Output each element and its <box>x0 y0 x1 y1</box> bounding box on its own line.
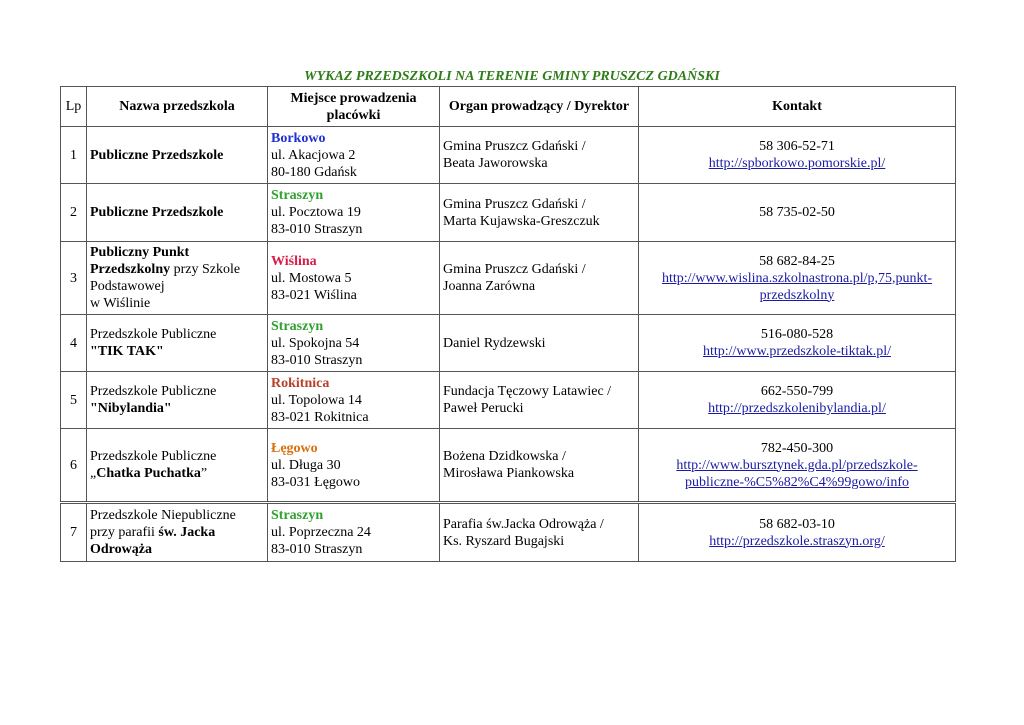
organ-text: Bożena Dzidkowska / <box>443 449 566 464</box>
row-number: 3 <box>61 242 87 315</box>
postal-text: 83-021 Rokitnica <box>271 409 369 425</box>
name-text: Publiczne Przedszkole <box>90 147 224 163</box>
header-organ: Organ prowadzący / Dyrektor <box>440 87 639 127</box>
postal-text: 83-010 Straszyn <box>271 542 363 557</box>
row-number: 7 <box>61 503 87 562</box>
organ-cell <box>440 429 639 503</box>
kindergarten-name <box>87 315 268 372</box>
row-number: 6 <box>61 429 87 503</box>
name-text-line4: w Wiślinie <box>90 296 151 311</box>
row-number: 4 <box>61 315 87 372</box>
table-row <box>61 127 956 184</box>
name-text: Publiczne Przedszkole <box>90 205 224 220</box>
contact-cell <box>639 372 956 429</box>
street-text: ul. Topolowa 14 <box>271 392 362 408</box>
kindergarten-table <box>60 86 956 562</box>
postal-text: 83-031 Łęgowo <box>271 474 361 490</box>
page-title: WYKAZ PRZEDSZKOLI NA TERENIE GMINY PRUSZCZ GDAŃSKI <box>304 69 720 84</box>
director-text: Marta Kujawska-Greszczuk <box>443 213 600 229</box>
phone-text: 58 306-52-71 <box>759 139 835 154</box>
name-text-line2 <box>90 261 264 278</box>
header-contact: Kontakt <box>639 87 956 127</box>
header-lp: Lp <box>61 87 87 127</box>
contact-cell <box>639 127 956 184</box>
organ-cell <box>440 127 639 184</box>
name-text-line3: Podstawowej <box>90 279 165 294</box>
phone-text: 782-450-300 <box>760 440 834 456</box>
url-part-2: przedszkolny <box>759 287 835 303</box>
phone-text: 58 682-03-10 <box>759 516 835 532</box>
kindergarten-name <box>87 242 268 315</box>
website-link[interactable]: http://przedszkolenibylandia.pl/ <box>708 401 886 416</box>
location-cell <box>268 242 440 315</box>
table-header-row <box>61 87 956 127</box>
organ-cell <box>440 315 639 372</box>
name-quoted <box>90 465 264 482</box>
name-bold-part: Chatka Puchatka <box>96 466 201 481</box>
location-cell <box>268 372 440 429</box>
organ-text: Parafia św.Jacka Odrowąża / <box>443 516 604 532</box>
location-cell <box>268 503 440 562</box>
street-text: ul. Poprzeczna 24 <box>271 525 371 540</box>
url-part-2: publiczne-%C5%82%C4%99gowo/info <box>685 474 909 490</box>
organ-cell <box>440 242 639 315</box>
location-cell <box>268 184 440 242</box>
name-text: Przedszkole Publiczne <box>90 384 217 399</box>
phone-text: 58 682-84-25 <box>759 253 835 269</box>
header-place: Miejsce prowadzenia placówki <box>268 87 440 127</box>
table-row <box>61 429 956 503</box>
organ-text: Gmina Pruszcz Gdański / <box>443 139 586 154</box>
town-label: Borkowo <box>271 130 326 146</box>
organ-cell <box>440 503 639 562</box>
header-name: Nazwa przedszkola <box>87 87 268 127</box>
name-text: Przedszkole Niepubliczne <box>90 508 236 523</box>
name-text: Przedszkole Publiczne <box>90 327 217 342</box>
kindergarten-name <box>87 372 268 429</box>
town-label: Straszyn <box>271 188 324 203</box>
kindergarten-name <box>87 127 268 184</box>
name-text: Przedszkole Publiczne <box>90 449 217 464</box>
table-row <box>61 503 956 562</box>
town-label: Straszyn <box>271 318 324 334</box>
quote-open: „ <box>90 466 97 481</box>
website-link[interactable]: http://przedszkole.straszyn.org/ <box>709 533 885 549</box>
organ-text: Gmina Pruszcz Gdański / <box>443 196 586 212</box>
website-link[interactable] <box>642 270 952 304</box>
name-bold-part: św. Jacka <box>158 525 216 540</box>
kindergarten-name <box>87 184 268 242</box>
contact-cell <box>639 242 956 315</box>
street-text: ul. Akacjowa 2 <box>271 147 356 163</box>
row-number: 5 <box>61 372 87 429</box>
phone-text: 662-550-799 <box>760 384 834 399</box>
director-text: Mirosława Piankowska <box>443 466 575 481</box>
organ-text: Fundacja Tęczowy Latawiec / <box>443 384 612 399</box>
postal-text: 83-021 Wiślina <box>271 287 357 303</box>
row-number: 1 <box>61 127 87 184</box>
name-bold-part: Przedszkolny <box>90 262 171 277</box>
contact-cell <box>639 503 956 562</box>
contact-cell <box>639 315 956 372</box>
kindergarten-name <box>87 503 268 562</box>
town-label: Rokitnica <box>271 375 330 391</box>
table-row <box>61 315 956 372</box>
url-part-1: http://www.bursztynek.gda.pl/przedszkole- <box>676 457 918 473</box>
director-text: Daniel Rydzewski <box>443 335 546 351</box>
location-cell <box>268 315 440 372</box>
director-text: Ks. Ryszard Bugajski <box>443 533 565 549</box>
organ-cell <box>440 372 639 429</box>
table-row <box>61 372 956 429</box>
postal-text: 80-180 Gdańsk <box>271 164 357 180</box>
name-bold-part: "Nibylandia" <box>90 401 172 416</box>
organ-cell <box>440 184 639 242</box>
contact-cell <box>639 184 956 242</box>
website-link[interactable]: http://www.przedszkole-tiktak.pl/ <box>702 344 892 359</box>
organ-text: Gmina Pruszcz Gdański / <box>443 262 586 277</box>
director-text: Joanna Zarówna <box>443 279 536 294</box>
name-normal-part: przy Szkole <box>170 262 241 277</box>
town-label: Łęgowo <box>271 440 318 456</box>
row-number: 2 <box>61 184 87 242</box>
quote-close: ” <box>200 466 208 481</box>
kindergarten-name <box>87 429 268 503</box>
url-part-1: http://www.wislina.szkolnastrona.pl/p,75,punkt- <box>661 270 933 286</box>
street-text: ul. Pocztowa 19 <box>271 205 361 220</box>
town-label: Wiślina <box>271 253 317 269</box>
phone-text: 516-080-528 <box>760 327 834 342</box>
table-row <box>61 184 956 242</box>
street-text: ul. Spokojna 54 <box>271 335 360 351</box>
website-link[interactable] <box>642 457 952 491</box>
table-row <box>61 242 956 315</box>
location-cell <box>268 127 440 184</box>
name-normal-part: przy parafii <box>90 525 159 540</box>
website-link[interactable]: http://spborkowo.pomorskie.pl/ <box>708 156 886 171</box>
name-text-line3: Odrowąża <box>90 542 152 557</box>
director-text: Beata Jaworowska <box>443 156 548 171</box>
street-text: ul. Mostowa 5 <box>271 270 352 286</box>
postal-text: 83-010 Straszyn <box>271 352 363 368</box>
name-text: Publiczny Punkt <box>90 245 190 260</box>
phone-text: 58 735-02-50 <box>759 205 835 220</box>
name-bold-part: "TIK TAK" <box>90 344 164 359</box>
location-cell <box>268 429 440 503</box>
town-label: Straszyn <box>271 508 324 523</box>
postal-text: 83-010 Straszyn <box>271 222 363 237</box>
street-text: ul. Długa 30 <box>271 457 341 473</box>
name-text-line2 <box>90 524 264 541</box>
director-text: Paweł Perucki <box>443 401 524 416</box>
contact-cell <box>639 429 956 503</box>
